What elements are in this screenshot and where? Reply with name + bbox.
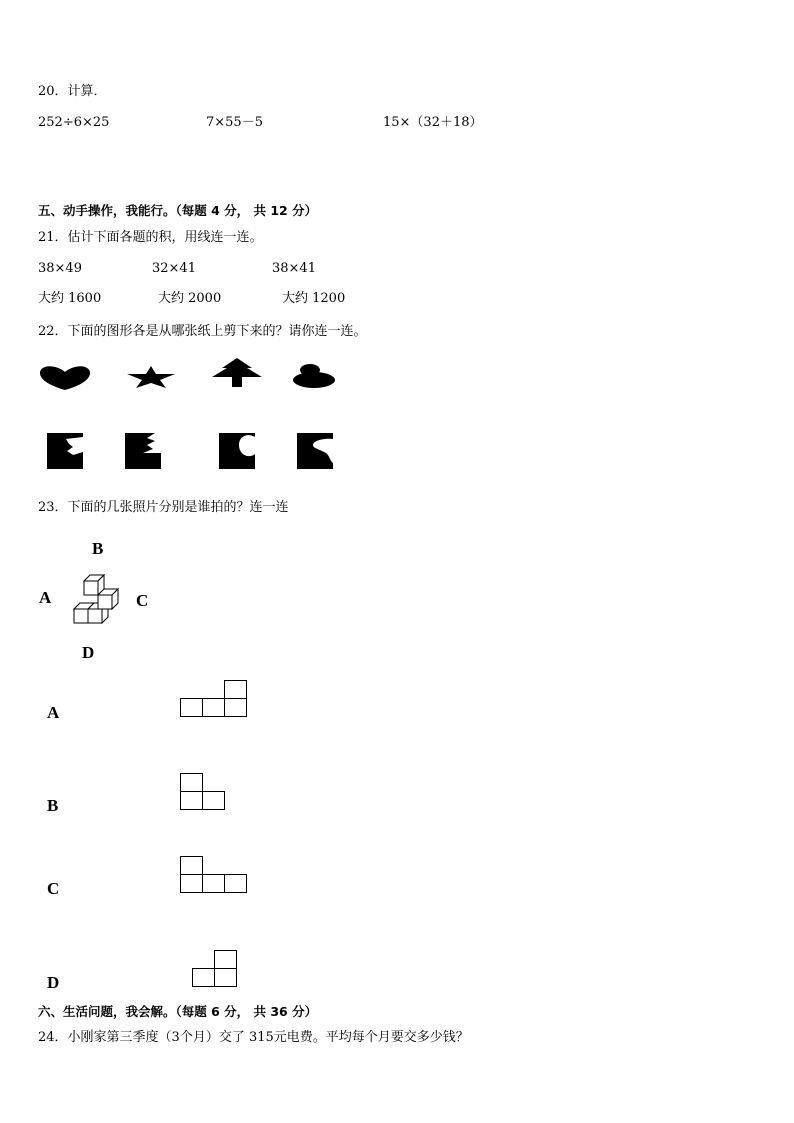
section-6-heading: 六、生活问题，我会解。（每题 6 分， 共 36 分） <box>38 1004 318 1019</box>
q24-title: 24．小刚家第三季度（3个月）交了 315元电费。平均每个月要交多少钱？ <box>38 1030 469 1045</box>
view-a-icon <box>180 680 250 718</box>
view-c-icon <box>180 856 250 894</box>
view-d-icon <box>192 950 240 988</box>
position-label-a: A <box>39 588 52 607</box>
q21-estimate-1: 大约 1600 <box>38 291 102 306</box>
q22-title: 22．下面的图形各是从哪张纸上剪下来的？请你连一连。 <box>38 324 367 339</box>
position-label-d: D <box>82 643 95 662</box>
q21-product-3: 38×41 <box>272 261 316 276</box>
view-label-a: A <box>47 703 60 722</box>
section-5-heading: 五、动手操作，我能行。（每题 4 分， 共 12 分） <box>38 203 318 218</box>
cut-paper-2-icon <box>125 433 163 469</box>
cube-stack-icon <box>70 573 122 628</box>
tree-icon <box>210 358 264 388</box>
position-label-b: B <box>92 539 104 558</box>
star-icon <box>126 365 176 389</box>
cut-paper-1-icon <box>47 433 85 469</box>
q23-title: 23．下面的几张照片分别是谁拍的？连一连 <box>38 500 289 515</box>
q20-title: 20．计算． <box>38 84 107 99</box>
cut-paper-3-icon <box>219 433 257 469</box>
q21-estimate-2: 大约 2000 <box>158 291 222 306</box>
view-label-b: B <box>47 796 59 815</box>
cut-paper-4-icon <box>297 433 335 469</box>
q20-expression-3: 15×（32＋18） <box>383 115 483 130</box>
q20-expression-2: 7×55－5 <box>206 115 263 130</box>
mushroom-icon <box>292 363 336 390</box>
q21-product-1: 38×49 <box>38 261 82 276</box>
q21-estimate-3: 大约 1200 <box>282 291 346 306</box>
heart-icon <box>38 365 92 391</box>
position-label-c: C <box>136 591 149 610</box>
view-label-c: C <box>47 879 60 898</box>
q21-title: 21．估计下面各题的积，用线连一连。 <box>38 230 263 245</box>
view-b-icon <box>180 773 228 811</box>
view-label-d: D <box>47 973 60 992</box>
q21-product-2: 32×41 <box>152 261 196 276</box>
q20-expression-1: 252÷6×25 <box>38 115 110 130</box>
